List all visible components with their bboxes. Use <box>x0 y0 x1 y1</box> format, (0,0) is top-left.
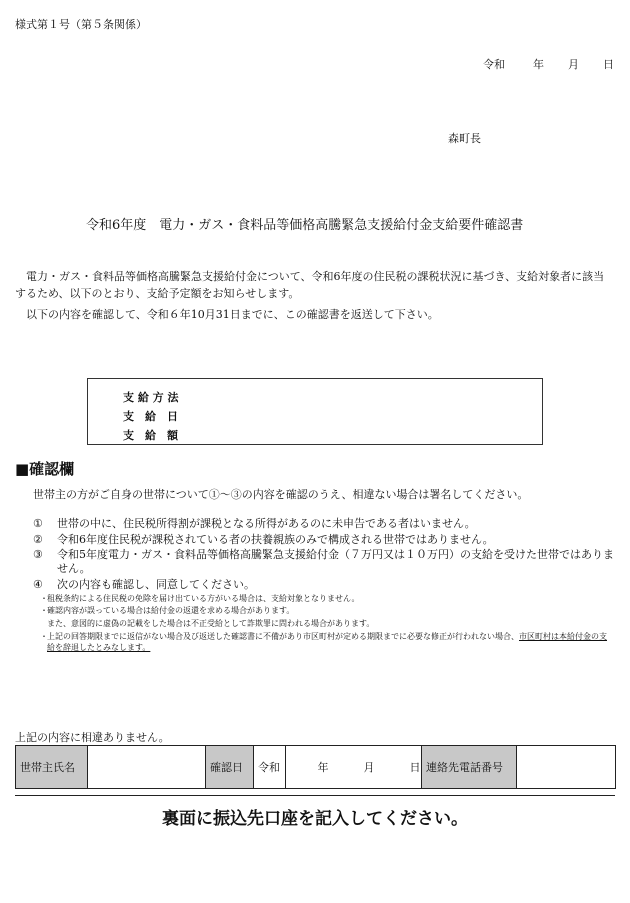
bullet-icon: ・ <box>40 632 48 641</box>
signature-table <box>15 745 616 789</box>
confirmation-heading: ■確認欄 <box>15 460 75 478</box>
item-number: ③ <box>33 548 43 561</box>
issue-date <box>483 56 614 72</box>
note-text: 確認内容が誤っている場合は給付金の返還を求める場合があります。 <box>47 606 295 615</box>
note-underlined-text: 市区町村は本給付金の支給を辞退したとみなします。 <box>47 632 607 652</box>
confirmation-item <box>33 578 618 592</box>
item-text: 令和6年度住民税が課税されている者の扶養親族のみで構成される世帯ではありません。 <box>57 533 494 546</box>
item-number: ② <box>33 533 43 546</box>
date-era-label: 令和 <box>254 746 286 789</box>
note-item <box>40 593 610 604</box>
confirmation-item <box>33 548 618 576</box>
note-text: 租税条約による住民税の免除を届け出ている方がいる場合は、支給対象となりません。 <box>47 594 360 603</box>
date-year-unit: 年 <box>533 58 544 71</box>
bullet-icon: ・ <box>40 594 48 603</box>
agreement-text: 上記の内容に相違ありません。 <box>15 731 170 744</box>
confirmation-intro: 世帯主の方がご自身の世帯について①～③の内容を確認のうえ、相違ない場合は署名してください。 <box>33 488 529 501</box>
note-text: また、意図的に虚偽の記載をした場合は不正受給として詐欺罪に問われる場合があります。 <box>47 619 375 628</box>
item-text: 令和5年度電力・ガス・食料品等価格高騰緊急支援給付金（７万円又は１０万円）の支給を受けた世帯ではありません。 <box>57 548 614 575</box>
note-item <box>40 631 610 653</box>
date-year-field[interactable] <box>286 746 318 789</box>
date-year-unit: 年 <box>318 746 330 789</box>
item-text: 次の内容も確認し、同意してください。 <box>57 578 255 591</box>
payment-amount-label: 支 給 額 <box>123 429 178 442</box>
date-month-unit: 月 <box>364 746 376 789</box>
item-number: ① <box>33 517 43 530</box>
payment-method-label: 支 給 方 法 <box>123 391 179 404</box>
date-month-field[interactable] <box>330 746 364 789</box>
date-month-unit: 月 <box>568 58 579 71</box>
date-day-unit: 日 <box>603 58 614 71</box>
addressee: 森町長 <box>448 132 481 145</box>
note-item <box>40 605 610 616</box>
intro-paragraph-2: 以下の内容を確認して、令和６年10月31日までに、この確認書を返送して下さい。 <box>26 308 439 321</box>
date-day-unit: 日 <box>410 746 422 789</box>
confirm-date-label: 確認日 <box>206 746 254 789</box>
note-text <box>40 631 610 653</box>
back-side-notice: 裏面に振込先口座を記入してください。 <box>162 809 468 829</box>
intro-paragraph-1: 電力・ガス・食料品等価格高騰緊急支援給付金について、令和6年度の住民税の課税状況に基づき、支給対象者に該当するため、以下のとおり、支給予定額をお知らせします。 <box>15 270 605 300</box>
confirmation-item <box>33 517 618 531</box>
date-day-field[interactable] <box>376 746 410 789</box>
item-number: ④ <box>33 578 43 591</box>
date-era: 令和 <box>483 58 505 71</box>
confirmation-item <box>33 533 618 547</box>
bullet-icon: ・ <box>40 606 48 615</box>
phone-label: 連絡先電話番号 <box>422 746 517 789</box>
item-text: 世帯の中に、住民税所得割が課税となる所得があるのに未申告である者はいません。 <box>57 517 476 530</box>
form-number: 様式第１号（第５条関係） <box>15 18 147 31</box>
phone-field[interactable] <box>517 746 616 789</box>
divider <box>15 795 615 796</box>
note-item <box>40 618 610 629</box>
payment-date-label: 支 給 日 <box>123 410 178 423</box>
note-text-part: 上記の回答期限までに返信がない場合及び返送した確認書に不備があり市区町村が定める期限までに必要な修正が行われない場合、 <box>47 632 519 641</box>
payment-info-box <box>87 378 543 445</box>
document-title: 令和6年度 電力・ガス・食料品等価格高騰緊急支援給付金支給要件確認書 <box>86 218 524 233</box>
household-head-name-field[interactable] <box>88 746 206 789</box>
household-head-name-label: 世帯主氏名 <box>16 746 88 789</box>
